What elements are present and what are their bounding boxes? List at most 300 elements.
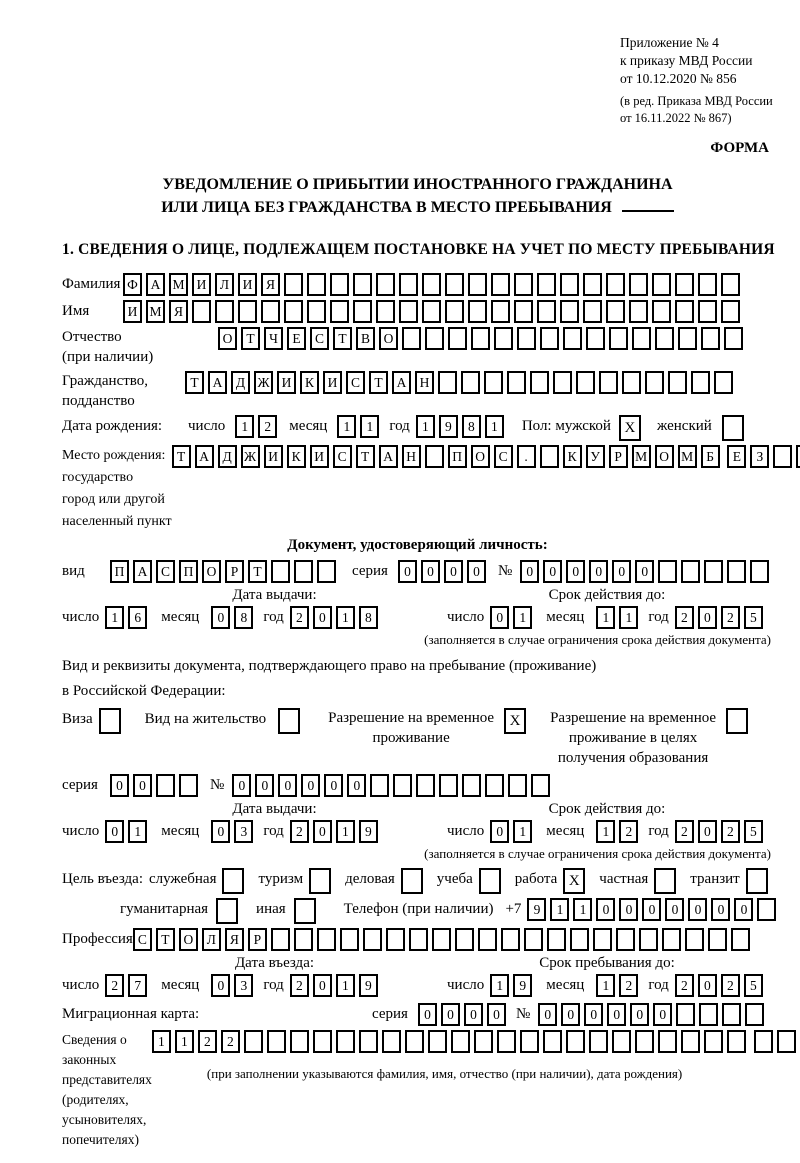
cell[interactable] — [294, 560, 313, 583]
cell[interactable] — [609, 327, 628, 350]
cell[interactable]: Д — [218, 445, 237, 468]
cell[interactable]: О — [379, 327, 398, 350]
cell[interactable] — [494, 327, 513, 350]
cell[interactable] — [540, 327, 559, 350]
cell[interactable]: Е — [727, 445, 746, 468]
cell[interactable] — [514, 273, 533, 296]
cell[interactable] — [622, 371, 641, 394]
cell[interactable]: Н — [402, 445, 421, 468]
cell[interactable]: 0 — [612, 560, 631, 583]
cell[interactable]: 0 — [418, 1003, 437, 1026]
cell[interactable]: 2 — [290, 606, 309, 629]
cell[interactable]: 9 — [527, 898, 546, 921]
cell[interactable] — [422, 273, 441, 296]
cell[interactable]: 0 — [688, 898, 707, 921]
cell[interactable]: 0 — [324, 774, 343, 797]
cell[interactable]: А — [195, 445, 214, 468]
cell[interactable] — [405, 1030, 424, 1053]
cell[interactable] — [583, 273, 602, 296]
cell[interactable] — [455, 928, 474, 951]
cell[interactable] — [284, 273, 303, 296]
cell[interactable] — [376, 300, 395, 323]
cell[interactable] — [675, 300, 694, 323]
cell[interactable] — [714, 371, 733, 394]
cell[interactable] — [438, 371, 457, 394]
cell[interactable] — [244, 1030, 263, 1053]
cell[interactable] — [317, 928, 336, 951]
cell[interactable] — [317, 560, 336, 583]
cell[interactable] — [655, 327, 674, 350]
cell[interactable]: 2 — [721, 820, 740, 843]
cell[interactable]: Я — [169, 300, 188, 323]
cell[interactable] — [382, 1030, 401, 1053]
cell[interactable]: М — [678, 445, 697, 468]
cell[interactable] — [662, 928, 681, 951]
cell[interactable]: 8 — [359, 606, 378, 629]
cell[interactable] — [448, 327, 467, 350]
cell[interactable] — [340, 928, 359, 951]
cell[interactable] — [507, 371, 526, 394]
cell[interactable] — [474, 1030, 493, 1053]
cell[interactable]: С — [346, 371, 365, 394]
cell[interactable] — [722, 1003, 741, 1026]
cell[interactable] — [632, 327, 651, 350]
cell[interactable] — [553, 371, 572, 394]
cell[interactable]: 0 — [566, 560, 585, 583]
cell[interactable] — [773, 445, 792, 468]
cell[interactable] — [445, 273, 464, 296]
cell[interactable] — [478, 928, 497, 951]
cell[interactable] — [359, 1030, 378, 1053]
cell[interactable]: 1 — [513, 606, 532, 629]
cell[interactable]: 2 — [221, 1030, 240, 1053]
cell[interactable]: М — [632, 445, 651, 468]
cell[interactable]: О — [202, 560, 221, 583]
cell[interactable]: 2 — [675, 974, 694, 997]
cell[interactable] — [451, 1030, 470, 1053]
cell[interactable]: С — [133, 928, 152, 951]
cell[interactable]: Р — [609, 445, 628, 468]
cell[interactable]: 1 — [336, 974, 355, 997]
cell[interactable]: 1 — [337, 415, 356, 438]
cell[interactable]: Т — [185, 371, 204, 394]
cell[interactable]: Т — [156, 928, 175, 951]
cell[interactable]: 0 — [635, 560, 654, 583]
cell[interactable] — [681, 1030, 700, 1053]
cell[interactable]: П — [110, 560, 129, 583]
cell[interactable] — [462, 774, 481, 797]
cell[interactable]: Т — [369, 371, 388, 394]
cell[interactable]: К — [563, 445, 582, 468]
cell[interactable]: И — [192, 273, 211, 296]
cell[interactable]: 2 — [675, 820, 694, 843]
cell[interactable] — [428, 1030, 447, 1053]
cell[interactable] — [531, 774, 550, 797]
cell[interactable]: 5 — [744, 820, 763, 843]
cell[interactable]: 0 — [211, 820, 230, 843]
cell[interactable] — [727, 1030, 746, 1053]
cell[interactable]: 0 — [490, 606, 509, 629]
cell[interactable]: И — [277, 371, 296, 394]
cell[interactable]: 0 — [467, 560, 486, 583]
cell[interactable]: О — [471, 445, 490, 468]
cell[interactable] — [635, 1030, 654, 1053]
cell[interactable] — [307, 300, 326, 323]
cell[interactable]: 0 — [698, 974, 717, 997]
cell[interactable]: . — [517, 445, 536, 468]
cell[interactable]: 2 — [619, 974, 638, 997]
cell[interactable]: Т — [241, 327, 260, 350]
cell[interactable]: 2 — [198, 1030, 217, 1053]
cell[interactable]: 2 — [105, 974, 124, 997]
cell[interactable]: 0 — [105, 820, 124, 843]
cell[interactable] — [491, 273, 510, 296]
cell[interactable] — [271, 928, 290, 951]
cell[interactable]: 2 — [721, 974, 740, 997]
cell[interactable]: 0 — [589, 560, 608, 583]
cell[interactable] — [284, 300, 303, 323]
cell[interactable] — [750, 560, 769, 583]
cell[interactable] — [691, 371, 710, 394]
cell[interactable]: 0 — [630, 1003, 649, 1026]
cell[interactable] — [658, 560, 677, 583]
cell[interactable] — [593, 928, 612, 951]
cell[interactable] — [402, 327, 421, 350]
cell[interactable] — [307, 273, 326, 296]
cell[interactable] — [599, 371, 618, 394]
cell[interactable]: О — [218, 327, 237, 350]
cell[interactable]: Ж — [254, 371, 273, 394]
cell[interactable]: 8 — [462, 415, 481, 438]
cell[interactable] — [471, 327, 490, 350]
cell[interactable] — [156, 774, 175, 797]
cell[interactable] — [409, 928, 428, 951]
cell[interactable] — [645, 371, 664, 394]
cell[interactable]: 0 — [584, 1003, 603, 1026]
cell[interactable]: 1 — [175, 1030, 194, 1053]
cell[interactable] — [401, 868, 423, 894]
cell[interactable]: 1 — [485, 415, 504, 438]
cell[interactable] — [468, 273, 487, 296]
cell[interactable] — [330, 273, 349, 296]
cell[interactable]: Я — [261, 273, 280, 296]
cell[interactable]: Т — [333, 327, 352, 350]
cell[interactable] — [399, 300, 418, 323]
cell[interactable] — [721, 273, 740, 296]
cell[interactable]: В — [356, 327, 375, 350]
cell[interactable] — [353, 273, 372, 296]
cell[interactable]: А — [208, 371, 227, 394]
cell[interactable]: 0 — [490, 820, 509, 843]
cell[interactable]: 1 — [336, 820, 355, 843]
cell[interactable]: О — [179, 928, 198, 951]
cell[interactable] — [757, 898, 776, 921]
cell[interactable] — [267, 1030, 286, 1053]
cell[interactable]: 0 — [619, 898, 638, 921]
cell[interactable]: 5 — [744, 606, 763, 629]
cell[interactable] — [629, 273, 648, 296]
cell[interactable] — [754, 1030, 773, 1053]
cell[interactable]: 6 — [128, 606, 147, 629]
cell[interactable]: Ч — [264, 327, 283, 350]
cell[interactable] — [520, 1030, 539, 1053]
cell[interactable]: 0 — [520, 560, 539, 583]
cell[interactable] — [524, 928, 543, 951]
cell[interactable] — [376, 273, 395, 296]
cell[interactable]: 0 — [607, 1003, 626, 1026]
cell[interactable]: А — [392, 371, 411, 394]
cell[interactable] — [698, 300, 717, 323]
cell[interactable]: 0 — [421, 560, 440, 583]
cell[interactable] — [745, 1003, 764, 1026]
cell[interactable] — [422, 300, 441, 323]
cell[interactable]: 0 — [313, 606, 332, 629]
cell[interactable] — [491, 300, 510, 323]
cell[interactable]: 7 — [128, 974, 147, 997]
cell[interactable]: 1 — [128, 820, 147, 843]
cell[interactable] — [560, 300, 579, 323]
cell[interactable]: 0 — [642, 898, 661, 921]
cell[interactable] — [699, 1003, 718, 1026]
cell[interactable] — [416, 774, 435, 797]
cell[interactable]: М — [146, 300, 165, 323]
cell[interactable]: Н — [415, 371, 434, 394]
cell[interactable]: Т — [172, 445, 191, 468]
cell[interactable] — [583, 300, 602, 323]
cell[interactable]: 1 — [573, 898, 592, 921]
cell[interactable]: 0 — [538, 1003, 557, 1026]
cell[interactable] — [726, 708, 748, 734]
cell[interactable] — [479, 868, 501, 894]
cell[interactable] — [425, 327, 444, 350]
cell[interactable]: И — [310, 445, 329, 468]
cell[interactable]: 3 — [234, 820, 253, 843]
cell[interactable] — [537, 300, 556, 323]
cell[interactable]: 0 — [665, 898, 684, 921]
cell[interactable]: К — [300, 371, 319, 394]
cell[interactable] — [796, 445, 800, 468]
cell[interactable] — [461, 371, 480, 394]
cell[interactable] — [399, 273, 418, 296]
cell[interactable] — [215, 300, 234, 323]
cell[interactable]: С — [310, 327, 329, 350]
cell[interactable]: 9 — [439, 415, 458, 438]
cell[interactable]: 0 — [347, 774, 366, 797]
cell[interactable] — [639, 928, 658, 951]
cell[interactable]: С — [333, 445, 352, 468]
cell[interactable]: 2 — [675, 606, 694, 629]
cell[interactable]: 1 — [416, 415, 435, 438]
cell[interactable] — [501, 928, 520, 951]
cell[interactable]: Д — [231, 371, 250, 394]
cell[interactable] — [606, 273, 625, 296]
cell[interactable] — [222, 868, 244, 894]
cell[interactable]: О — [655, 445, 674, 468]
cell[interactable]: 1 — [550, 898, 569, 921]
cell[interactable] — [432, 928, 451, 951]
cell[interactable]: 1 — [360, 415, 379, 438]
cell[interactable]: Ф — [123, 273, 142, 296]
cell[interactable]: Е — [287, 327, 306, 350]
cell[interactable] — [668, 371, 687, 394]
cell[interactable] — [468, 300, 487, 323]
cell[interactable] — [701, 327, 720, 350]
cell[interactable]: 3 — [234, 974, 253, 997]
cell[interactable] — [425, 445, 444, 468]
cell[interactable]: 0 — [313, 820, 332, 843]
cell[interactable] — [99, 708, 121, 734]
cell[interactable] — [566, 1030, 585, 1053]
cell[interactable] — [179, 774, 198, 797]
cell[interactable]: 0 — [444, 560, 463, 583]
cell[interactable]: 9 — [513, 974, 532, 997]
cell[interactable]: И — [123, 300, 142, 323]
cell[interactable] — [563, 327, 582, 350]
cell[interactable] — [570, 928, 589, 951]
cell[interactable]: 0 — [711, 898, 730, 921]
cell[interactable]: X — [619, 415, 641, 441]
cell[interactable]: 1 — [596, 606, 615, 629]
cell[interactable] — [576, 371, 595, 394]
cell[interactable] — [294, 928, 313, 951]
cell[interactable] — [777, 1030, 796, 1053]
cell[interactable]: 0 — [543, 560, 562, 583]
cell[interactable] — [439, 774, 458, 797]
cell[interactable] — [192, 300, 211, 323]
cell[interactable]: 0 — [561, 1003, 580, 1026]
cell[interactable] — [330, 300, 349, 323]
cell[interactable] — [508, 774, 527, 797]
cell[interactable] — [708, 928, 727, 951]
cell[interactable]: И — [238, 273, 257, 296]
cell[interactable] — [606, 300, 625, 323]
cell[interactable] — [370, 774, 389, 797]
cell[interactable] — [658, 1030, 677, 1053]
cell[interactable] — [547, 928, 566, 951]
cell[interactable]: 2 — [258, 415, 277, 438]
cell[interactable] — [278, 708, 300, 734]
cell[interactable] — [731, 928, 750, 951]
cell[interactable] — [652, 273, 671, 296]
cell[interactable] — [353, 300, 372, 323]
cell[interactable] — [560, 273, 579, 296]
cell[interactable]: Л — [215, 273, 234, 296]
cell[interactable] — [238, 300, 257, 323]
cell[interactable] — [386, 928, 405, 951]
cell[interactable] — [589, 1030, 608, 1053]
cell[interactable]: 0 — [232, 774, 251, 797]
cell[interactable] — [290, 1030, 309, 1053]
cell[interactable] — [537, 273, 556, 296]
cell[interactable]: А — [133, 560, 152, 583]
cell[interactable] — [654, 868, 676, 894]
cell[interactable]: 1 — [596, 974, 615, 997]
cell[interactable] — [685, 928, 704, 951]
cell[interactable]: 5 — [744, 974, 763, 997]
cell[interactable]: У — [586, 445, 605, 468]
cell[interactable]: 2 — [619, 820, 638, 843]
cell[interactable]: 0 — [734, 898, 753, 921]
cell[interactable]: 1 — [105, 606, 124, 629]
cell[interactable]: Т — [356, 445, 375, 468]
cell[interactable]: Б — [701, 445, 720, 468]
cell[interactable] — [629, 300, 648, 323]
cell[interactable] — [216, 898, 238, 924]
cell[interactable]: Р — [225, 560, 244, 583]
cell[interactable] — [313, 1030, 332, 1053]
cell[interactable]: 0 — [110, 774, 129, 797]
cell[interactable]: 0 — [211, 606, 230, 629]
cell[interactable] — [543, 1030, 562, 1053]
cell[interactable]: И — [264, 445, 283, 468]
cell[interactable]: 1 — [152, 1030, 171, 1053]
cell[interactable]: З — [750, 445, 769, 468]
cell[interactable]: 2 — [290, 820, 309, 843]
cell[interactable]: П — [448, 445, 467, 468]
cell[interactable]: 0 — [596, 898, 615, 921]
cell[interactable]: 8 — [234, 606, 253, 629]
cell[interactable]: 1 — [490, 974, 509, 997]
cell[interactable] — [294, 898, 316, 924]
cell[interactable]: А — [379, 445, 398, 468]
cell[interactable] — [704, 560, 723, 583]
cell[interactable]: 1 — [336, 606, 355, 629]
cell[interactable] — [514, 300, 533, 323]
cell[interactable]: С — [494, 445, 513, 468]
cell[interactable] — [676, 1003, 695, 1026]
cell[interactable]: 1 — [619, 606, 638, 629]
cell[interactable]: П — [179, 560, 198, 583]
cell[interactable]: 0 — [133, 774, 152, 797]
cell[interactable] — [704, 1030, 723, 1053]
cell[interactable] — [721, 300, 740, 323]
cell[interactable]: 0 — [698, 606, 717, 629]
cell[interactable]: 0 — [255, 774, 274, 797]
cell[interactable] — [530, 371, 549, 394]
cell[interactable] — [309, 868, 331, 894]
cell[interactable]: 2 — [721, 606, 740, 629]
cell[interactable]: 0 — [211, 974, 230, 997]
cell[interactable] — [445, 300, 464, 323]
cell[interactable] — [746, 868, 768, 894]
cell[interactable]: 0 — [278, 774, 297, 797]
cell[interactable]: Ж — [241, 445, 260, 468]
cell[interactable] — [727, 560, 746, 583]
cell[interactable]: Р — [248, 928, 267, 951]
cell[interactable]: 0 — [487, 1003, 506, 1026]
cell[interactable] — [485, 774, 504, 797]
cell[interactable] — [586, 327, 605, 350]
cell[interactable] — [517, 327, 536, 350]
cell[interactable]: 0 — [441, 1003, 460, 1026]
cell[interactable] — [393, 774, 412, 797]
cell[interactable]: 9 — [359, 820, 378, 843]
cell[interactable]: 2 — [290, 974, 309, 997]
cell[interactable]: И — [323, 371, 342, 394]
cell[interactable] — [678, 327, 697, 350]
cell[interactable]: А — [146, 273, 165, 296]
cell[interactable]: 0 — [301, 774, 320, 797]
cell[interactable]: М — [169, 273, 188, 296]
cell[interactable] — [363, 928, 382, 951]
cell[interactable] — [722, 415, 744, 441]
cell[interactable]: 1 — [596, 820, 615, 843]
cell[interactable] — [261, 300, 280, 323]
cell[interactable] — [724, 327, 743, 350]
cell[interactable]: С — [156, 560, 175, 583]
cell[interactable]: 0 — [398, 560, 417, 583]
cell[interactable] — [612, 1030, 631, 1053]
